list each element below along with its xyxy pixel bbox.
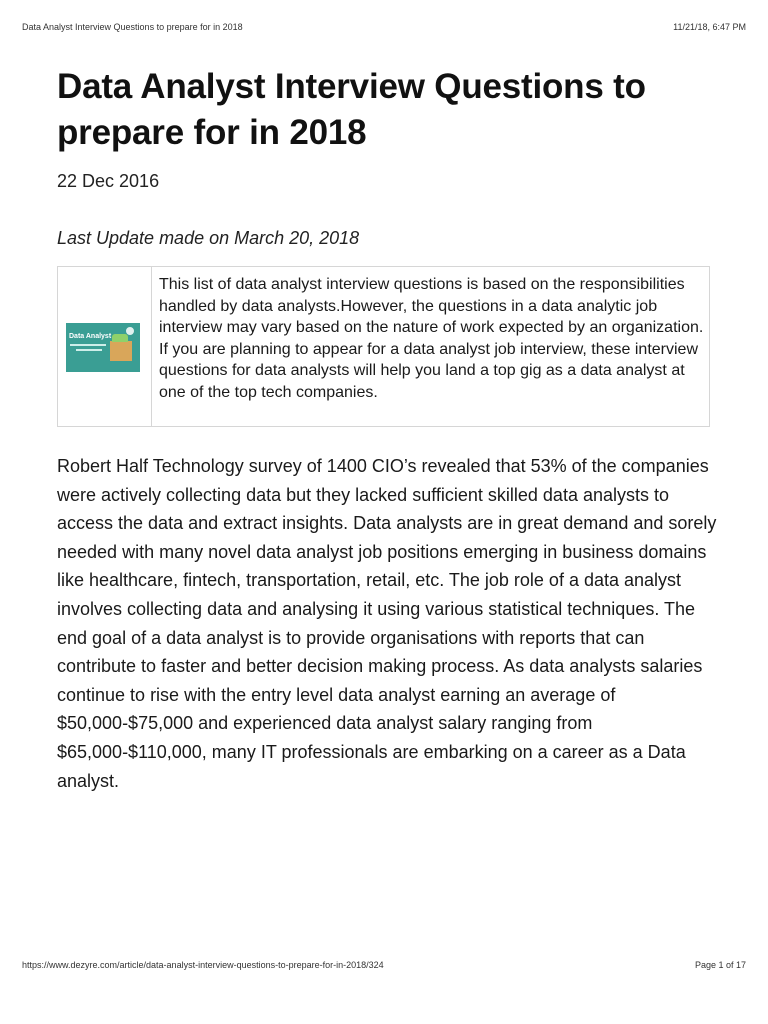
graph-node-icon xyxy=(126,327,134,335)
article-title: Data Analyst Interview Questions to prepare for in 2018 xyxy=(57,67,646,152)
thumbnail-subline xyxy=(76,349,102,351)
print-header xyxy=(22,22,746,36)
print-header-title: Data Analyst Interview Questions to prepare for in 2018 xyxy=(22,22,243,32)
intro-thumbnail-cell xyxy=(58,267,152,426)
box-icon xyxy=(110,341,132,361)
last-update-note: Last Update made on March 20, 2018 xyxy=(57,228,360,248)
page-number: Page 1 of 17 xyxy=(694,960,746,970)
article-thumbnail-image[interactable] xyxy=(66,323,140,372)
article-header xyxy=(57,64,713,249)
thumbnail-subline xyxy=(70,344,106,346)
body-paragraph: Robert Half Technology survey of 1400 CIO’s revealed that 53% of the companies were actively collecting data but they lacked sufficient skilled data analysts to access the data and extract insights. Data analysts are in great demand and sorely needed with many novel data analyst job positions emerging in business domains like healthcare, fintech, transportation, retail, etc. The job role of a data analyst involves collecting data and analysing it using various statistical techniques. The end goal of a data analyst is to provide organisations with reports that can contribute to faster and better decision making process. As data analysts salaries continue to rise with the entry level data analyst earning an average of $50,000-$75,000 and experienced data analyst salary ranging from $65,000-$110,000, many IT professionals are embarking on a career as a Data analyst. xyxy=(57,456,717,791)
article-date: 22 Dec 2016 xyxy=(57,171,160,191)
print-footer-url[interactable]: https://www.dezyre.com/article/data-analyst-interview-questions-to-prepare-for-in-2018/324 xyxy=(22,960,384,970)
print-footer xyxy=(22,960,746,974)
intro-text: This list of data analyst interview questions is based on the responsibilities handled by data analysts.However, the questions in a data analytic job interview may vary based on the nature of work expected by an organization. If you are planning to appear for a data analyst job interview, these interview questions for data analysts will help you land a top gig as a data analyst at one of the top tech companies. xyxy=(159,276,704,401)
thumbnail-caption: Data Analyst xyxy=(69,333,112,340)
intro-table xyxy=(57,266,710,427)
print-header-datetime: 11/21/18, 6:47 PM xyxy=(673,22,746,32)
